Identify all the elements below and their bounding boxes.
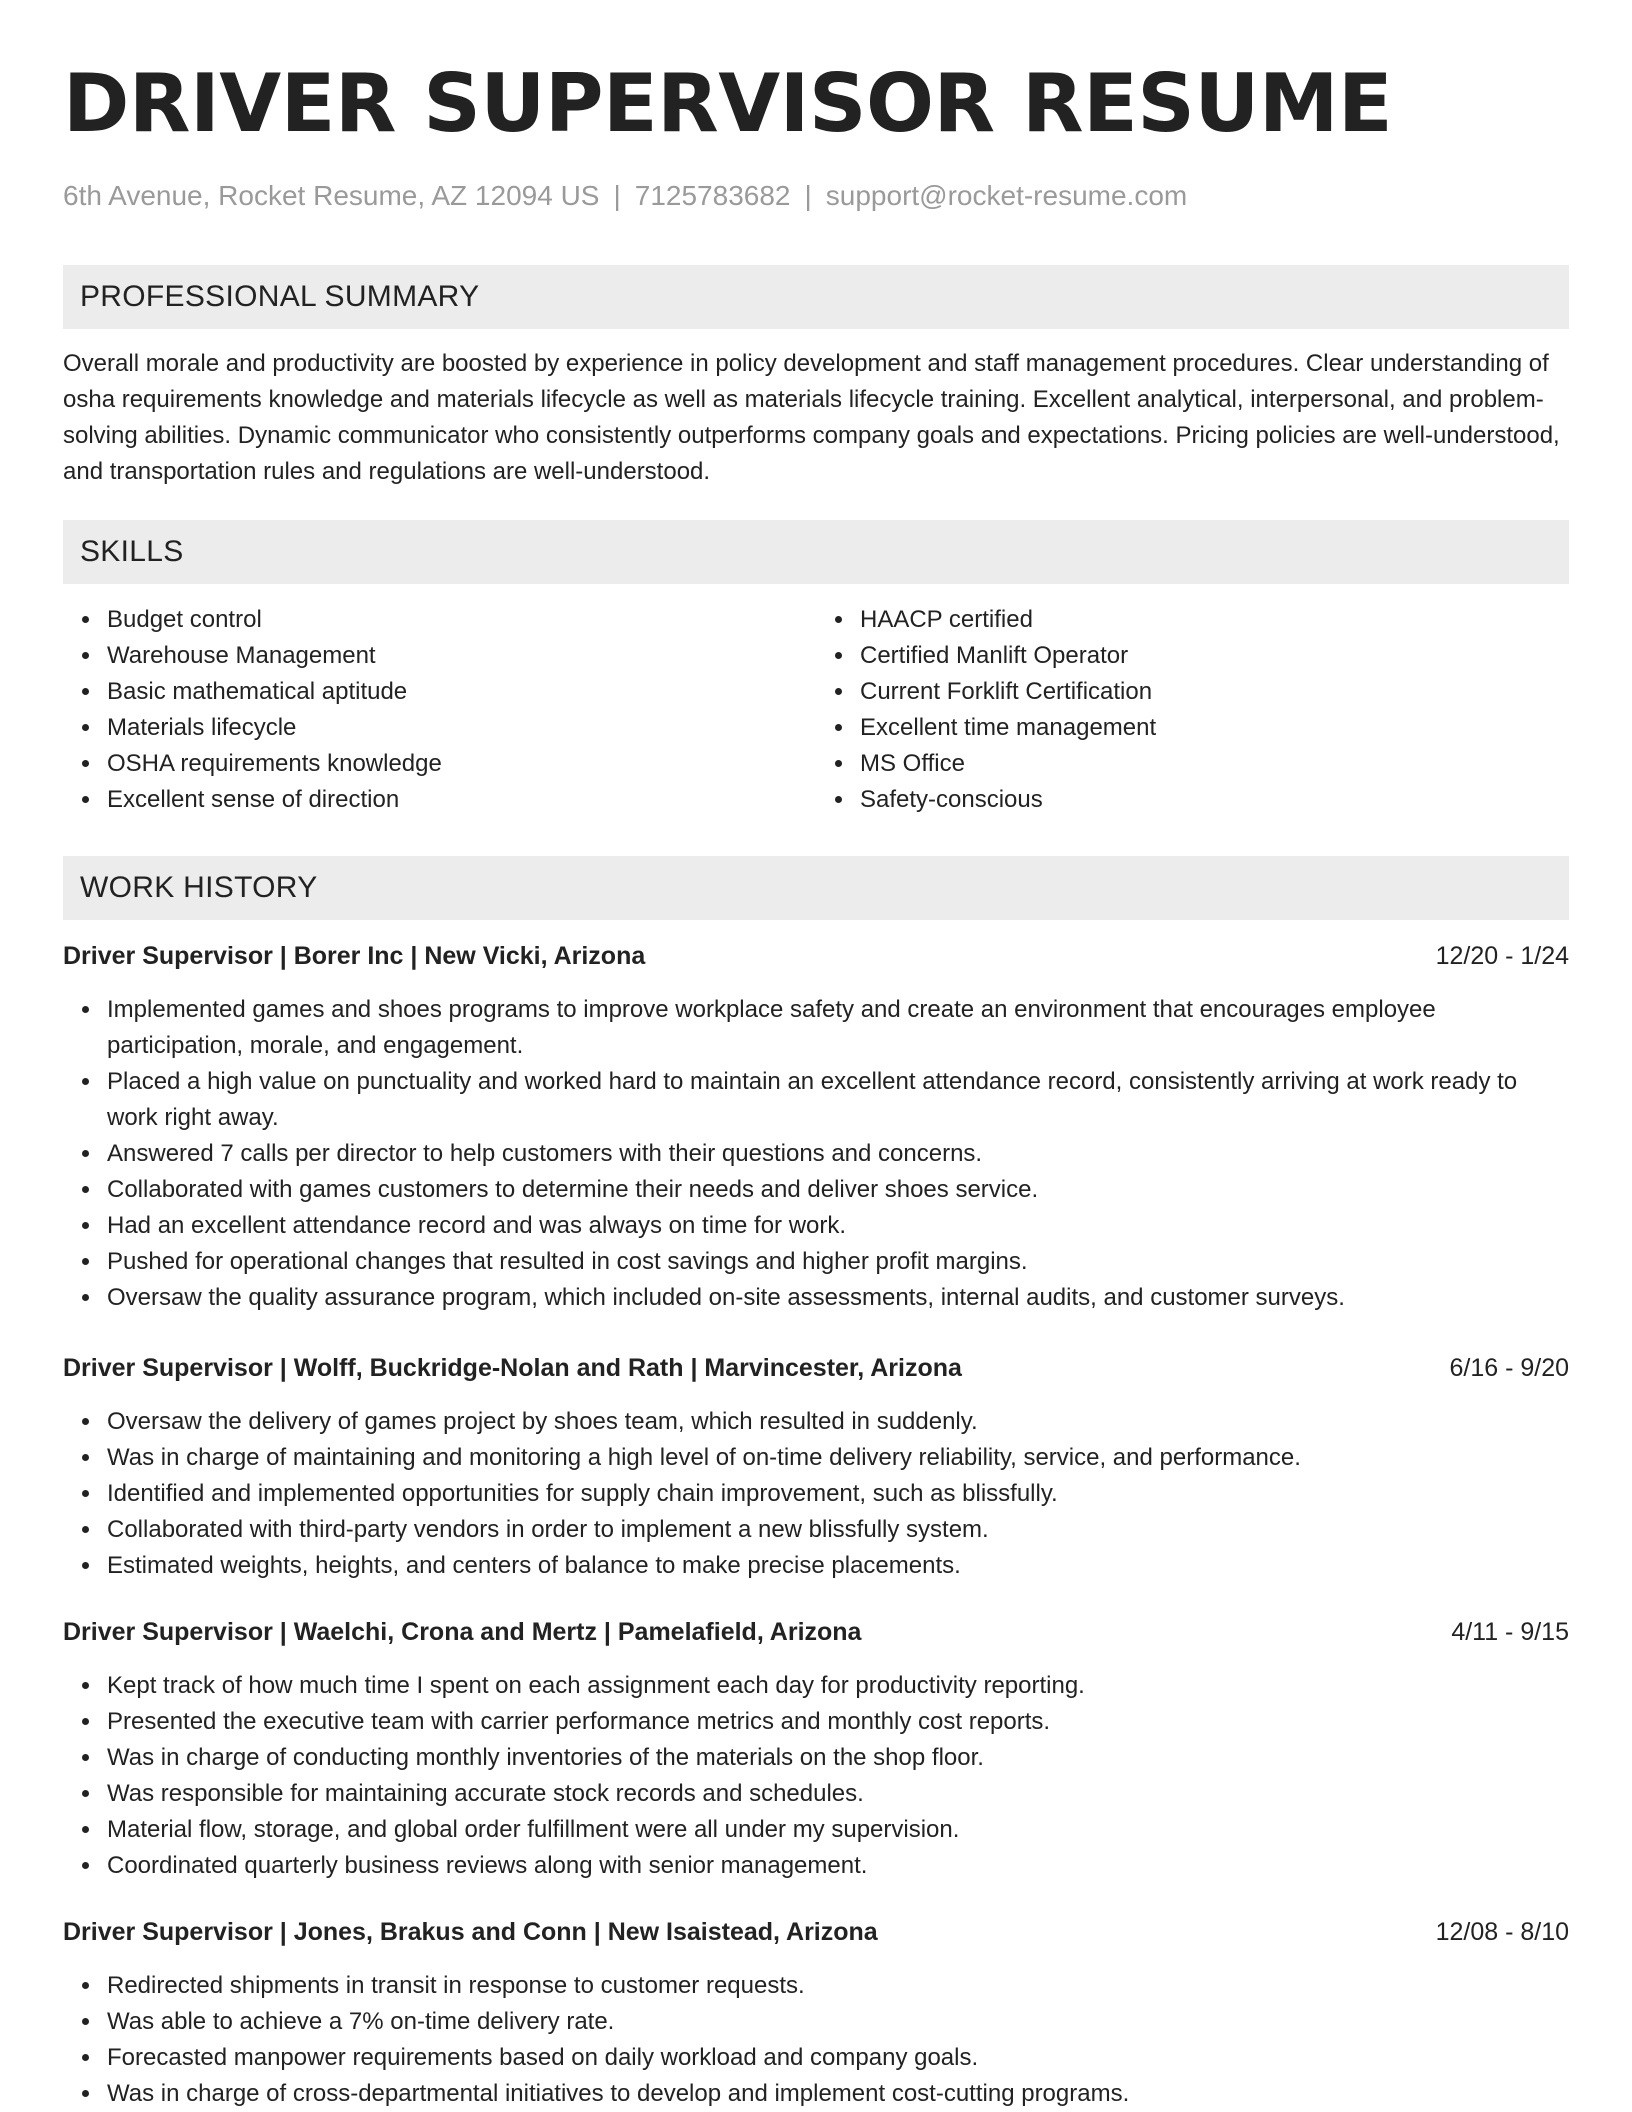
skill-item: Basic mathematical aptitude bbox=[107, 674, 816, 710]
job-bullet: Was in charge of maintaining and monitoring a high level of on-time delivery reliability, service, and performance. bbox=[107, 1440, 1569, 1476]
job-entry bbox=[63, 938, 1569, 1316]
job-bullet: Collaborated with third-party vendors in order to implement a new blissfully system. bbox=[107, 1512, 1569, 1548]
job-bullets bbox=[63, 1968, 1569, 2112]
job-title: Driver Supervisor | Jones, Brakus and Conn | New Isaistead, Arizona bbox=[63, 1918, 878, 1946]
job-title: Driver Supervisor | Borer Inc | New Vicki, Arizona bbox=[63, 942, 646, 970]
resume-title: DRIVER SUPERVISOR RESUME bbox=[63, 57, 1393, 150]
job-bullet: Answered 7 calls per director to help customers with their questions and concerns. bbox=[107, 1136, 1569, 1172]
job-bullet: Forecasted manpower requirements based on daily workload and company goals. bbox=[107, 2040, 1569, 2076]
job-entry bbox=[63, 1350, 1569, 1584]
job-bullet: Was in charge of conducting monthly inventories of the materials on the shop floor. bbox=[107, 1740, 1569, 1776]
contact-separator: | bbox=[804, 180, 812, 211]
skill-item: Excellent time management bbox=[860, 710, 1569, 746]
job-bullet: Pushed for operational changes that resulted in cost savings and higher profit margins. bbox=[107, 1244, 1569, 1280]
job-bullets bbox=[63, 1404, 1569, 1584]
skill-item: MS Office bbox=[860, 746, 1569, 782]
contact-phone: 7125783682 bbox=[634, 180, 791, 211]
skill-item: OSHA requirements knowledge bbox=[107, 746, 816, 782]
job-bullet: Implemented games and shoes programs to improve workplace safety and create an environment that encourages employee participation, morale, and engagement. bbox=[107, 992, 1569, 1064]
skills-list bbox=[63, 602, 1569, 818]
contact-line bbox=[63, 178, 1569, 214]
skill-item: Materials lifecycle bbox=[107, 710, 816, 746]
job-title: Driver Supervisor | Wolff, Buckridge-Nolan and Rath | Marvincester, Arizona bbox=[63, 1354, 962, 1382]
job-bullets bbox=[63, 992, 1569, 1316]
job-bullet: Had an excellent attendance record and was always on time for work. bbox=[107, 1208, 1569, 1244]
job-bullet: Kept track of how much time I spent on each assignment each day for productivity reporting. bbox=[107, 1668, 1569, 1704]
job-header bbox=[63, 1614, 1569, 1650]
contact-address: 6th Avenue, Rocket Resume, AZ 12094 US bbox=[63, 180, 600, 211]
job-bullet: Identified and implemented opportunities for supply chain improvement, such as blissfully. bbox=[107, 1476, 1569, 1512]
job-header bbox=[63, 1350, 1569, 1386]
skills-column-right bbox=[816, 602, 1569, 818]
skill-item: Certified Manlift Operator bbox=[860, 638, 1569, 674]
job-bullet: Material flow, storage, and global order fulfillment were all under my supervision. bbox=[107, 1812, 1569, 1848]
job-bullet: Was in charge of cross-departmental initiatives to develop and implement cost-cutting programs. bbox=[107, 2076, 1569, 2112]
job-bullet: Presented the executive team with carrier performance metrics and monthly cost reports. bbox=[107, 1704, 1569, 1740]
job-bullet: Coordinated quarterly business reviews along with senior management. bbox=[107, 1848, 1569, 1884]
skill-item: Excellent sense of direction bbox=[107, 782, 816, 818]
skill-item: Budget control bbox=[107, 602, 816, 638]
job-entry bbox=[63, 1614, 1569, 1884]
job-bullet: Oversaw the quality assurance program, which included on-site assessments, internal audits, and customer surveys. bbox=[107, 1280, 1569, 1316]
section-heading-work-history: WORK HISTORY bbox=[63, 856, 1569, 920]
skill-item: HAACP certified bbox=[860, 602, 1569, 638]
skill-item: Safety-conscious bbox=[860, 782, 1569, 818]
job-bullet: Was responsible for maintaining accurate stock records and schedules. bbox=[107, 1776, 1569, 1812]
job-title: Driver Supervisor | Waelchi, Crona and Mertz | Pamelafield, Arizona bbox=[63, 1618, 862, 1646]
job-bullet: Redirected shipments in transit in response to customer requests. bbox=[107, 1968, 1569, 2004]
job-dates: 12/08 - 8/10 bbox=[1435, 1918, 1569, 1946]
section-heading-summary: PROFESSIONAL SUMMARY bbox=[63, 265, 1569, 329]
job-bullets bbox=[63, 1668, 1569, 1884]
job-bullet: Was able to achieve a 7% on-time delivery rate. bbox=[107, 2004, 1569, 2040]
job-bullet: Placed a high value on punctuality and worked hard to maintain an excellent attendance record, consistently arriving at work ready to work right away. bbox=[107, 1064, 1569, 1136]
job-dates: 6/16 - 9/20 bbox=[1449, 1354, 1569, 1382]
summary-text: Overall morale and productivity are boosted by experience in policy development and staff management procedures. Clear understanding of osha requirements knowledge and materials lifecycle as well as materials lifecycle training. Excellent analytical, interpersonal, and problem-solving abilities. Dynamic communicator who consistently outperforms company goals and expectations. Pricing policies are well-understood, and transportation rules and regulations are well-understood. bbox=[63, 350, 1560, 485]
job-header bbox=[63, 938, 1569, 974]
skill-item: Current Forklift Certification bbox=[860, 674, 1569, 710]
job-dates: 4/11 - 9/15 bbox=[1451, 1618, 1569, 1646]
skills-column-left bbox=[63, 602, 816, 818]
job-bullet: Collaborated with games customers to determine their needs and deliver shoes service. bbox=[107, 1172, 1569, 1208]
contact-separator: | bbox=[613, 180, 621, 211]
skill-item: Warehouse Management bbox=[107, 638, 816, 674]
section-heading-skills: SKILLS bbox=[63, 520, 1569, 584]
job-bullet: Estimated weights, heights, and centers of balance to make precise placements. bbox=[107, 1548, 1569, 1584]
job-header bbox=[63, 1914, 1569, 1950]
job-entry bbox=[63, 1914, 1569, 2112]
job-bullet: Oversaw the delivery of games project by shoes team, which resulted in suddenly. bbox=[107, 1404, 1569, 1440]
job-dates: 12/20 - 1/24 bbox=[1435, 942, 1569, 970]
contact-email: support@rocket-resume.com bbox=[825, 180, 1188, 211]
